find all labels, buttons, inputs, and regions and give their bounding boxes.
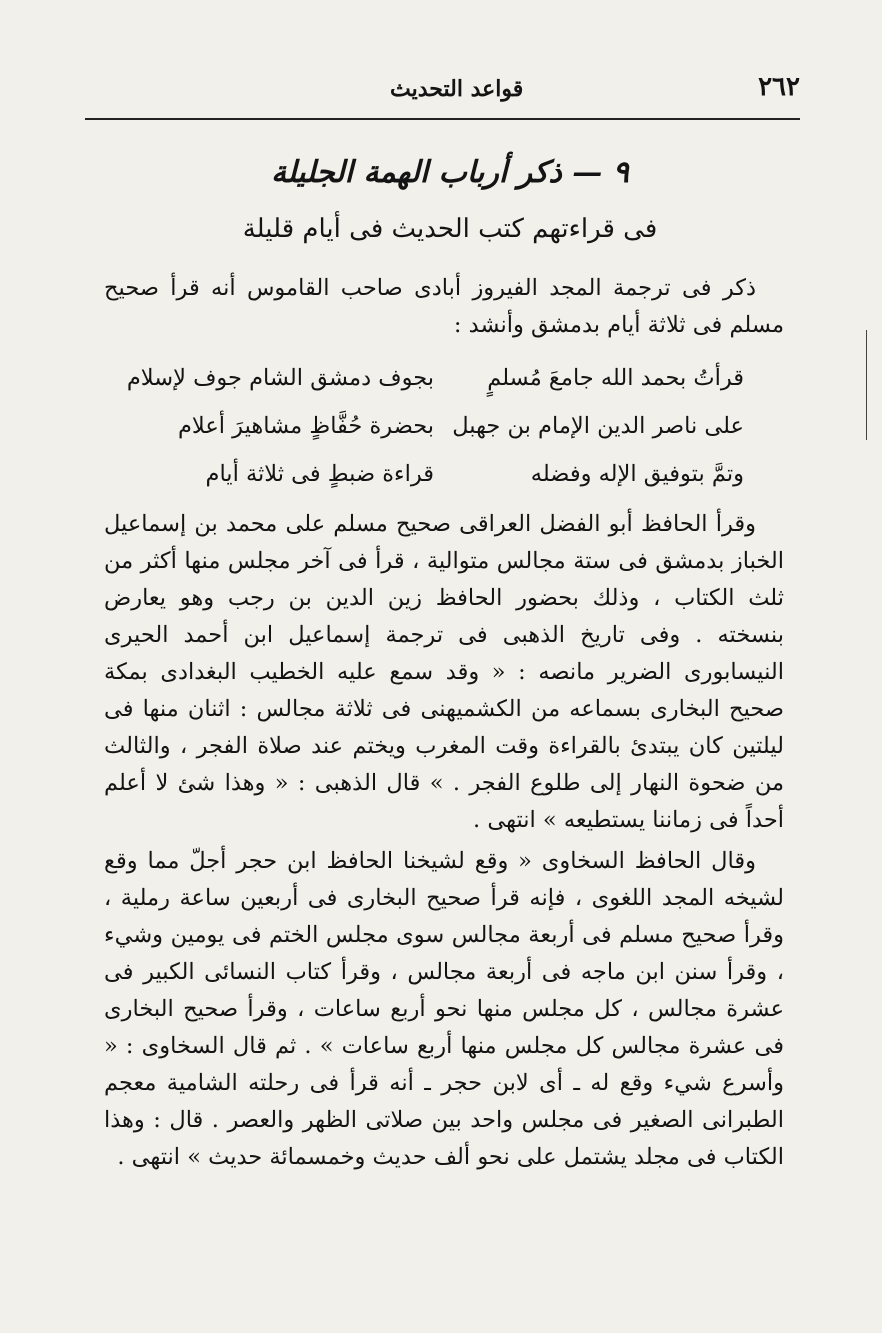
paragraph-3: وقال الحافظ السخاوى « وقع لشيخنا الحافظ ابن حجر أجلّ مما وقع لشيخه المجد اللغوى ، فإنه قرأ صحيح البخارى فى أربعين ساعة رملية ، وقرأ صحيح مسلم فى أربعة مجالس سوى مجلس الختم فى يومين وشيء ، وقرأ سنن ابن ماجه فى أربعة مجالس ، وقرأ كتاب النسائى الكبير فى عشرة مجالس ، كل مجلس منها نحو أربع ساعات ، وقرأ صحيح البخارى فى عشرة مجالس كل مجلس منها أربع ساعات » . ثم قال السخاوى : « وأسرع شيء وقع له ـ أى لابن حجر ـ أنه قرأ فى رحلته الشامية معجم الطبرانى الصغير فى مجلس واحد بين صلاتى الظهر والعصر . قال : وهذا الكتاب فى مجلد يشتمل على نحو ألف حديث وخمسمائة حديث » انتهى . bbox=[104, 848, 784, 1170]
verse-first-hemistich: قرأتُ بحمد الله جامعَ مُسلمٍ bbox=[487, 364, 744, 391]
margin-mark bbox=[866, 330, 877, 440]
section-subtitle: فى قراءتهم كتب الحديث فى أيام قليلة bbox=[242, 214, 658, 244]
verse-first-hemistich: على ناصر الدين الإمام بن جهبل bbox=[452, 412, 744, 439]
body-text bbox=[104, 270, 784, 1176]
header-rule bbox=[85, 118, 800, 120]
verse-first-hemistich: وتمَّ بتوفيق الإله وفضله bbox=[530, 460, 744, 487]
running-head-title: قواعد التحديث bbox=[390, 76, 524, 102]
running-head bbox=[90, 72, 800, 112]
poem-verse bbox=[104, 402, 744, 450]
section-title: ٩ — ذكر أرباب الهمة الجليلة bbox=[271, 155, 629, 190]
paragraph-1: ذكر فى ترجمة المجد الفيروز أبادى صاحب القاموس أنه قرأ صحيح مسلم فى ثلاثة أيام بدمشق وأنشد : bbox=[104, 275, 784, 338]
paragraph-2: وقرأ الحافظ أبو الفضل العراقى صحيح مسلم على محمد بن إسماعيل الخباز بدمشق فى ستة مجالس متوالية ، قرأ فى آخر مجلس منها أكثر من ثلث الكتاب ، وذلك بحضور الحافظ زين الدين بن رجب وهو يعارض بنسخته . وفى تاريخ الذهبى فى ترجمة إسماعيل ابن أحمد الحيرى النيسابورى الضرير مانصه : « وقد سمع عليه الخطيب البغدادى بمكة صحيح البخارى بسماعه من الكشميهنى فى ثلاثة مجالس : اثنان منها فى ليلتين كان يبتدئ بالقراءة وقت المغرب ويختم عند صلاة الفجر ، والثالث من ضحوة النهار إلى طلوع الفجر . » قال الذهبى : « وهذا شئ لا أعلم أحداً فى زماننا يستطيعه » انتهى . bbox=[104, 511, 784, 833]
poem bbox=[104, 354, 784, 498]
poem-verse bbox=[104, 450, 744, 498]
verse-second-hemistich: بحضرة حُفَّاظٍ مشاهيرَ أعلام bbox=[178, 412, 434, 439]
verse-second-hemistich: قراءة ضبطٍ فى ثلاثة أيام bbox=[205, 460, 434, 487]
poem-verse bbox=[104, 354, 744, 402]
page-number: ٢٦٢ bbox=[758, 72, 800, 102]
verse-second-hemistich: بجوف دمشق الشام جوف لإسلام bbox=[126, 364, 434, 391]
